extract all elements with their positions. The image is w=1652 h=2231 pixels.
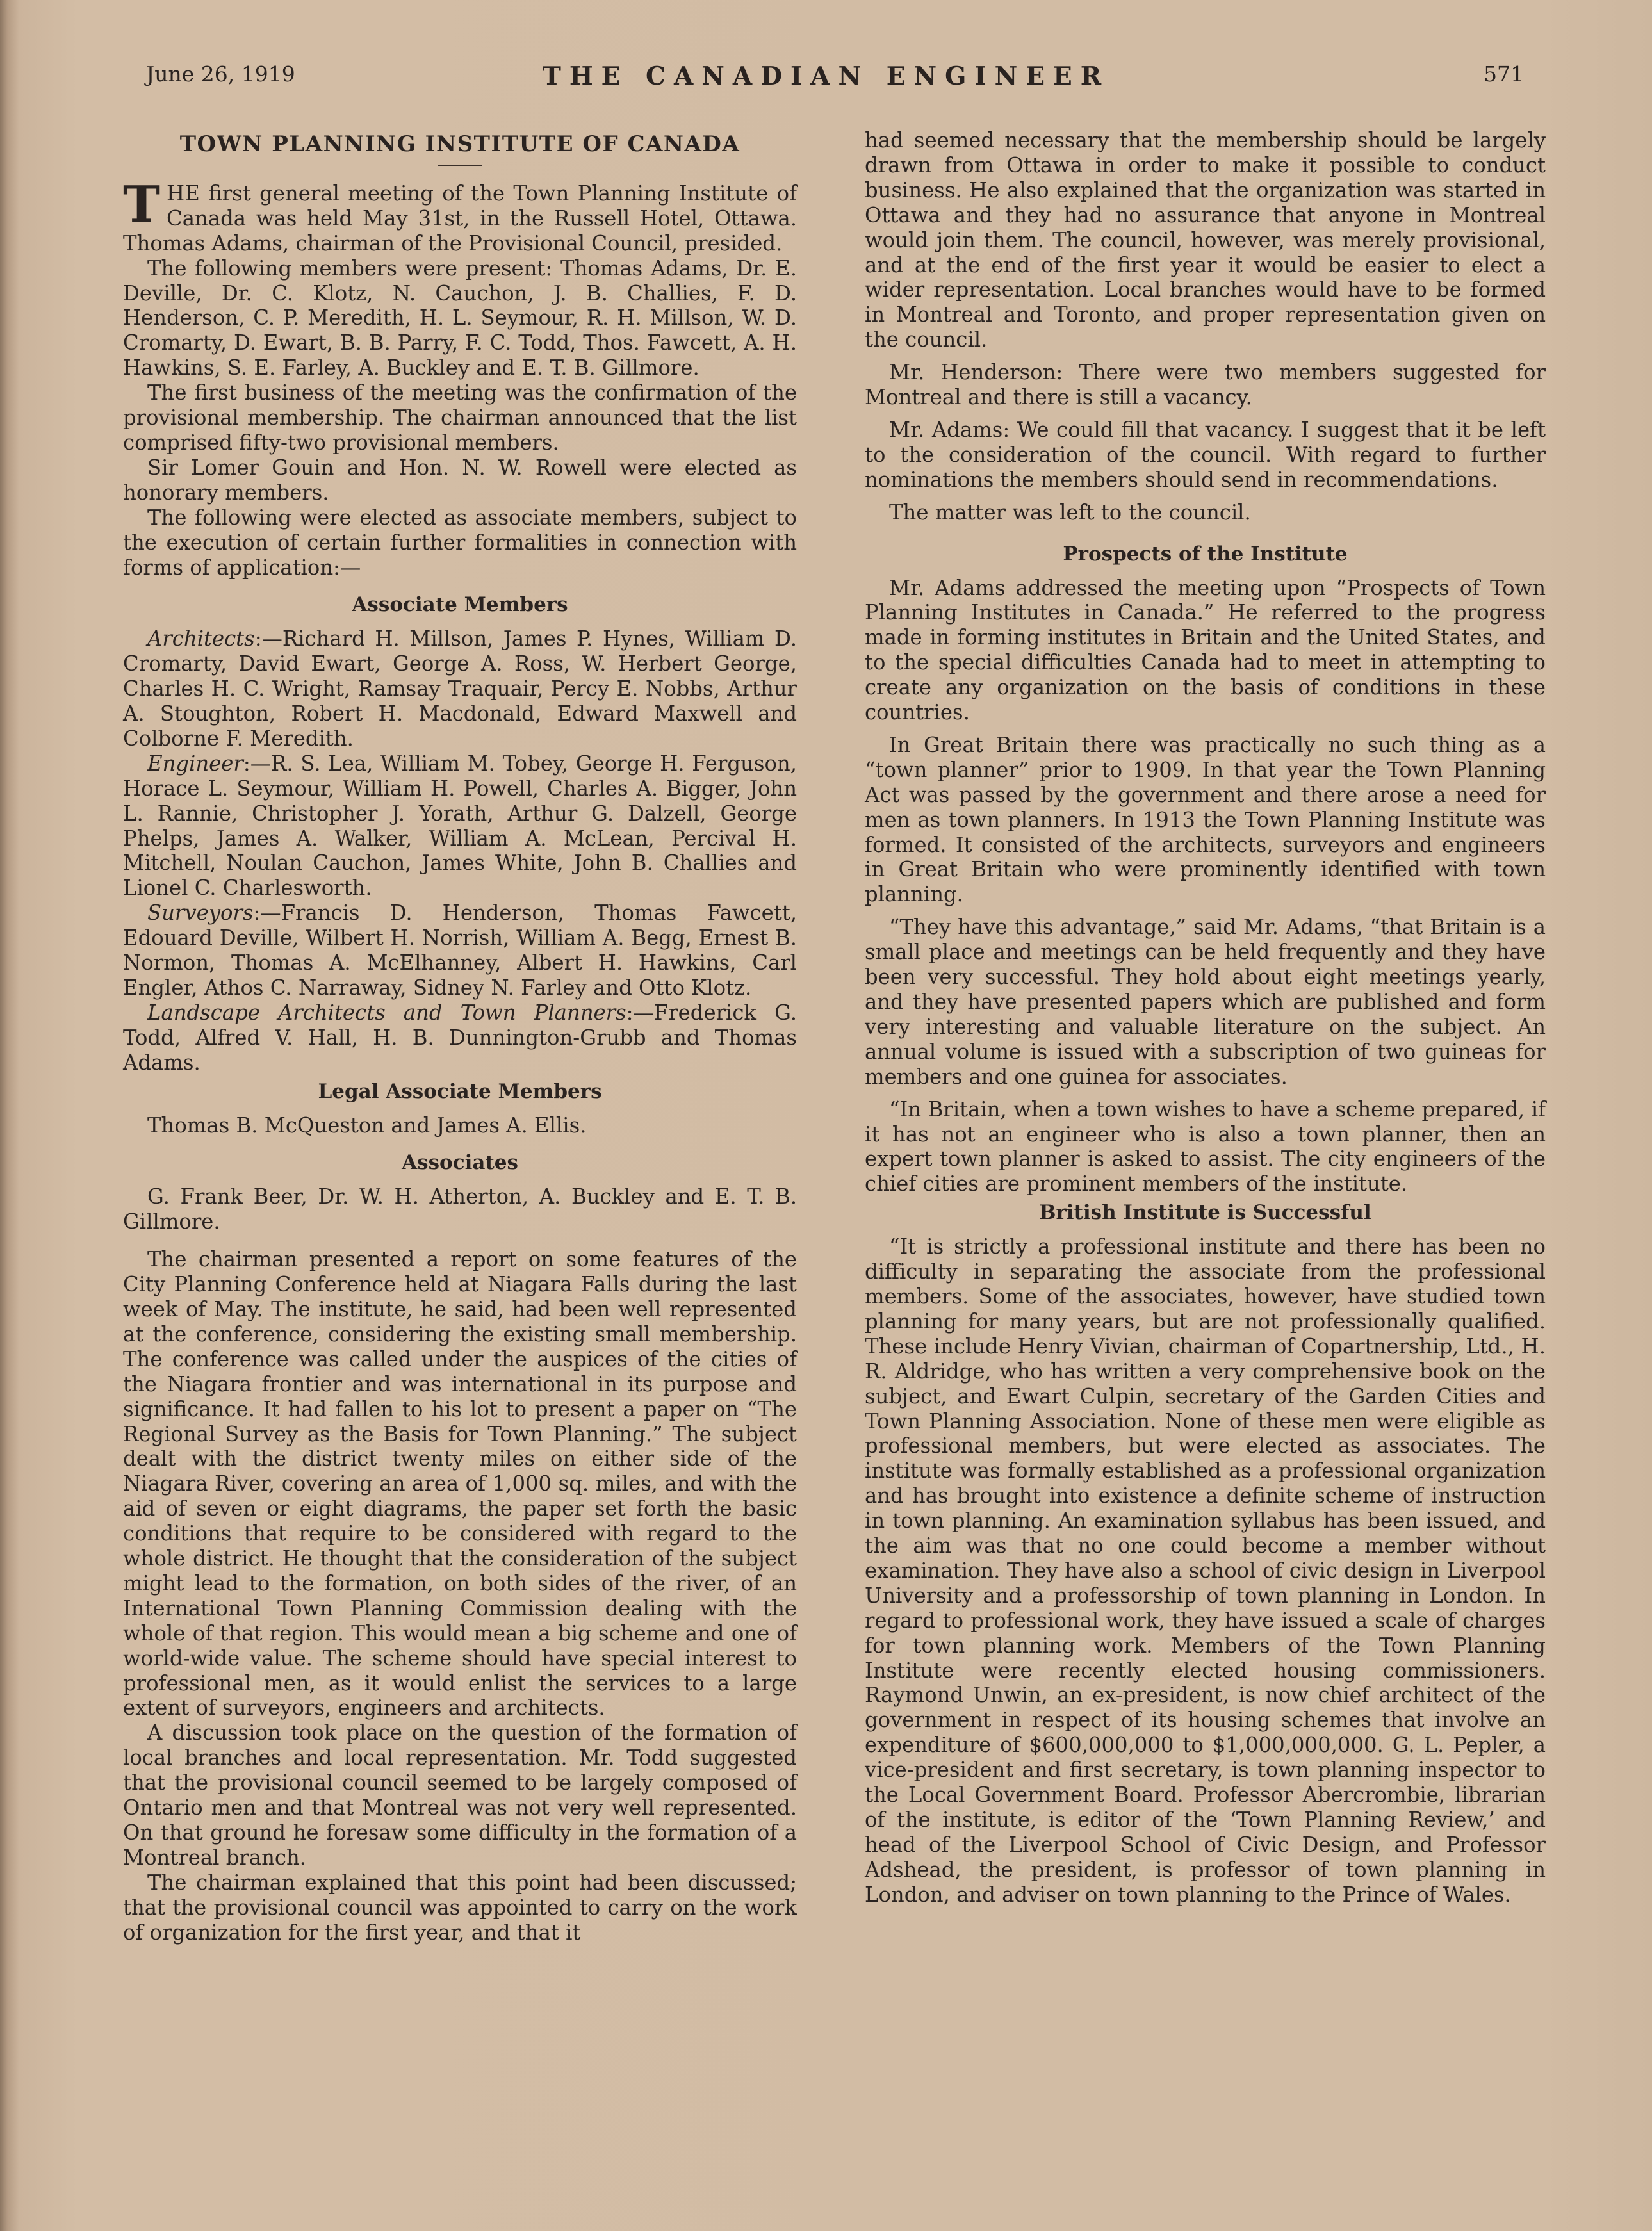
article-headline: TOWN PLANNING INSTITUTE OF CANADA <box>179 131 740 157</box>
paragraph-conference-report: The chairman presented a report on some features of the City Planning Conference held at Niagara Falls during the last week of May. The institute, he said, had been well represented at the conference, considering the existing small membership. The conference was called under the auspices of the cities of the Niagara frontier and was international in its purpose and significance. It had fallen to his lot to present a paper on “The Regional Survey as the Basis for Town Planning.” The subject dealt with the district twenty miles on either side of the Niagara River, covering an area of 1,000 sq. miles, and with the aid of seven or eight diagrams, the paper set forth the basic conditions that require to be considered with regard to the whole district. He thought that the consideration of the subject might lead to the formation, on both sides of the river, of an International Town Planning Commission dealing with the whole of that region. This would mean a big scheme and one of world-wide value. The scheme should have special interest to professional men, as it would enlist the services to a large extent of surveyors, engineers and architects. <box>123 1247 797 1720</box>
paragraph-left-to-council: The matter was left to the council. <box>889 500 1251 525</box>
paragraph-members-present: The following members were present: Thomas Adams, Dr. E. Deville, Dr. C. Klotz, N. Cauchon, J. B. Challies, F. D. Henderson, C. P. Meredith, H. L. Seymour, R. H. Millson, W. D. Cromarty, D. Ewart, B. B. Parry, F. C. Todd, Thos. Fawcett, A. H. Hawkins, S. E. Farley, A. Buckley and E. T. B. Gillmore. <box>123 256 797 380</box>
paragraph-great-britain: In Great Britain there was practically no such thing as a “town planner” prior to 1909. In that year the Town Planning Act was passed by the government and there arose a need for men as town planners. In 1913 the Town Planning Institute was formed. It consisted of the architects, surveyors and engineers in Great Britain who were prominently identified with town planning. <box>865 732 1546 907</box>
running-header <box>0 61 1652 100</box>
paragraph-associates: G. Frank Beer, Dr. W. H. Atherton, A. Buckley and E. T. B. Gillmore. <box>123 1184 797 1234</box>
paragraph-discussion: A discussion took place on the question of the formation of local branches and local representation. Mr. Todd suggested that the provisional council seemed to be largely composed of Ontario men and that Montreal was not very well represented. On that ground he foresaw some difficulty in the formation of a Montreal branch. <box>123 1720 797 1870</box>
issue-date: June 26, 1919 <box>146 61 295 86</box>
subhead-associate-members: Associate Members <box>352 593 568 617</box>
paragraph-adams: Mr. Adams: We could fill that vacancy. I suggest that it be left to the consideration of the council. With regard to further nominations the members should send in recommendations. <box>865 417 1546 492</box>
drop-cap: T <box>123 175 161 234</box>
paragraph-honorary: Sir Lomer Gouin and Hon. N. W. Rowell were elected as honorary members. <box>123 455 797 505</box>
paragraph-surveyors: Surveyors:—Francis D. Henderson, Thomas Fawcett, Edouard Deville, Wilbert H. Norrish, William A. Begg, Ernest B. Normon, Thomas A. McElhanney, Albert H. Hawkins, Carl Engler, Athos C. Narraway, Sidney N. Farley and Otto Klotz. <box>123 901 797 1000</box>
label-landscape: Landscape Architects and Town Planners <box>147 1000 626 1025</box>
label-surveyors: Surveyors <box>147 901 254 926</box>
paragraph-town-scheme: “In Britain, when a town wishes to have a scheme prepared, if it has not an engineer who is also a town planner, then an expert town planner is asked to assist. The city engineers of the chief cities are prominent members of the institute. <box>865 1097 1546 1197</box>
paragraph-engineer: Engineer:—R. S. Lea, William M. Tobey, George H. Ferguson, Horace L. Seymour, William H. Powell, Charles A. Bigger, John L. Rannie, Christopher J. Yorath, Arthur G. Dalzell, George Phelps, James A. Walker, William A. McLean, Percival H. Mitchell, Noulan Cauchon, James White, John B. Challies and Lionel C. Charlesworth. <box>123 751 797 901</box>
paragraph-advantage: “They have this advantage,” said Mr. Adams, “that Britain is a small place and meetings can be held frequently and they have been very successful. They hold about eight meetings yearly, and they have presented papers which are published and form very interesting and valuable literature on the subject. An annual volume is issued with a subscription of two guineas for members and one guinea for associates. <box>865 915 1546 1089</box>
paragraph-henderson: Mr. Henderson: There were two members suggested for Montreal and there is still a vacancy. <box>865 360 1546 410</box>
paragraph-architects: Architects:—Richard H. Millson, James P. Hynes, William D. Cromarty, David Ewart, George A. Ross, W. Herbert George, Charles H. C. Wright, Ramsay Traquair, Percy E. Nobbs, Arthur A. Stoughton, Robert H. Macdonald, Edward Maxwell and Colborne F. Meredith. <box>123 626 797 751</box>
subhead-legal-associates: Legal Associate Members <box>318 1079 602 1103</box>
label-engineer: Engineer <box>147 751 243 776</box>
paragraph-legal: Thomas B. McQueston and James A. Ellis. <box>147 1113 587 1138</box>
paragraph-continued: had seemed necessary that the membership should be largely drawn from Ottawa in order to make it possible to conduct business. He also explained that the organization was started in Ottawa and they had no assurance that anyone in Montreal would join them. The council, however, was merely provisional, and at the end of the first year it would be easier to elect a wider representation. Local branches would have to be formed in Montreal and Toronto, and proper representation given on the council. <box>865 128 1546 352</box>
paragraph-first-business: The first business of the meeting was the confirmation of the provisional membership. The chairman announced that the list comprised fifty-two provisional members. <box>123 380 797 455</box>
right-column <box>865 128 1546 1908</box>
paragraph-chairman-explained: The chairman explained that this point had been discussed; that the provisional council was appointed to carry on the work of organization for the first year, and that it <box>123 1870 797 1945</box>
subhead-associates: Associates <box>402 1151 518 1175</box>
headline-rule <box>438 165 482 166</box>
subhead-prospects: Prospects of the Institute <box>1063 542 1348 566</box>
page-number: 571 <box>1484 61 1524 86</box>
paragraph-associates-elected: The following were elected as associate members, subject to the execution of certain further formalities in connection with forms of application:— <box>123 505 797 580</box>
label-architects: Architects <box>147 626 255 651</box>
journal-title: THE CANADIAN ENGINEER <box>542 61 1110 91</box>
subhead-british-institute: British Institute is Successful <box>1039 1201 1371 1225</box>
left-column <box>123 128 797 1945</box>
paragraph-prospects: Mr. Adams addressed the meeting upon “Prospects of Town Planning Institutes in Canada.” He referred to the progress made in forming institutes in Britain and the United States, and to the special difficulties Canada had to meet in attempting to create any organization on the basis of conditions in these countries. <box>865 575 1546 725</box>
paragraph-landscape: Landscape Architects and Town Planners:—Frederick G. Todd, Alfred V. Hall, H. B. Dunnington-Grubb and Thomas Adams. <box>123 1000 797 1075</box>
paragraph-british-institute: “It is strictly a professional institute and there has been no difficulty in separating the associate from the professional members. Some of the associates, however, have studied town planning for many years, but are not professionally qualified. These include Henry Vivian, chairman of Copartnership, Ltd., H. R. Aldridge, who has written a very comprehensive book on the subject, and Ewart Culpin, secretary of the Garden Cities and Town Planning Association. None of these men were eligible as professional members, but were elected as associates. The institute was formally established as a professional organization and has brought into existence a definite scheme of instruction in town planning. An examination syllabus has been issued, and the aim was that no one could become a member without examination. They have also a school of civic design in Liverpool University and a professorship of town planning in London. In regard to professional work, they have issued a scale of charges for town planning work. Members of the Town Planning Institute were recently elected housing commissioners. Raymond Unwin, an ex-president, is now chief architect of the government in respect of its housing schemes that involve an expenditure of $600,000,000 to $1,000,000,000. G. L. Pepler, a vice-president and first secretary, is town planning inspector to the Local Government Board. Professor Abercrombie, librarian of the institute, is editor of the ‘Town Planning Review,’ and head of the Liverpool School of Civic Design, and Professor Adshead, the president, is professor of town planning in London, and adviser on town planning to the Prince of Wales. <box>865 1234 1546 1907</box>
opening-paragraph: THE first general meeting of the Town Planning Institute of Canada was held May 31st, in the Russell Hotel, Ottawa. Thomas Adams, chairman of the Provisional Council, presided. <box>123 175 797 256</box>
